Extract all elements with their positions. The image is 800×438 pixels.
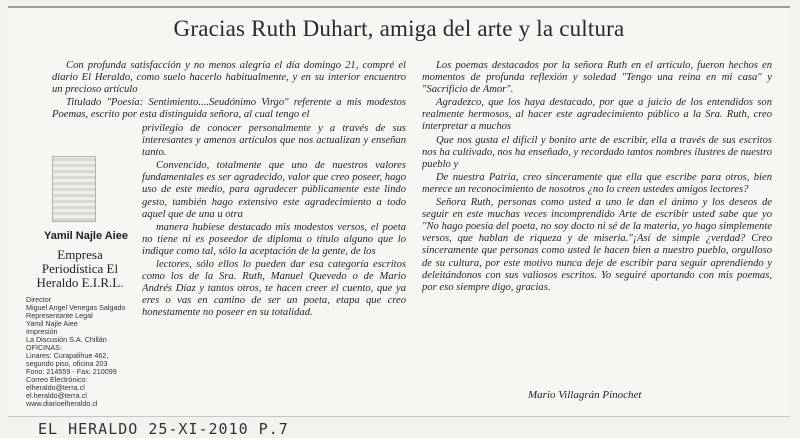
masthead-line: Director (26, 295, 52, 304)
masthead-line: La Discusión S.A. Chillán (26, 335, 107, 344)
logo-image (52, 156, 96, 222)
paragraph: Con profunda satisfacción y no menos alegría el día domingo 21, compré el diario El Heraldo, como suelo hacerlo habitualmente, y en su interior encuentro un precioso artículo (52, 60, 406, 96)
masthead-line: Impresión (26, 327, 58, 336)
masthead-line: Representante Legal (26, 311, 93, 320)
paragraph: Agradezco, que los haya destacado, por que a juicio de los entendidos son realmente hermosos, al hacer este agradecimiento público a la Sra. Ruth, creo interpretar a muchos (422, 97, 772, 133)
left-column-top (52, 60, 406, 122)
paragraph: Convencido, totalmente que uno de nuestros valores fundamentales es ser agradecido, valor que creo poseer, hago uso de este medio, para agradecer públicamente este lindo gesto, también hago extensivo este agradecimiento a todo aquel que de una u otra (142, 160, 406, 220)
masthead-line: segundo piso, oficina 203 (26, 359, 108, 368)
signature: Mario Villagrán Pinochet (528, 389, 642, 401)
handwritten-source-note: EL HERALDO 25-XI-2010 P.7 (38, 420, 289, 438)
masthead-line: Miguel Angel Venegas Salgado (26, 303, 126, 312)
masthead-line: Correo Electrónico: (26, 375, 88, 384)
paragraph: Señora Ruth, personas como usted a uno le dan el ánimo y los deseos de seguir en este muchas veces incomprendido Arte de escribir usted sabe que yo "No hago poesía del poeta, no soy docto ni sé de la materia, yo hago simplemente versos, que hablan de riqueza y de miseria."¡Así de simple ¿verdad? Creo sinceramente que personas como usted le hacen bien a nuestro pueblo, orgulloso de su cultura, por este motivo nunca deje de escribir para seguir aprendiendo y deleitándonos con sus valiosos escritos. Yo seguiré aportando con mis poemas, por eso siempre digo, gracias. (422, 197, 772, 293)
masthead-line: OFICINAS: (26, 343, 62, 352)
paragraph: Que nos gusta el difícil y bonito arte de escribir, ella a través de sus escritos nos ha cultivado, nos ha enseñado, y recordado tantos nombres ilustres de nuestro pueblo y (422, 134, 772, 170)
paragraph: manera hubiese destacado mis modestos versos, el poeta no tiene ni es poseedor de diploma o título alguno que lo indique como tal, sólo la aceptación de la gente, de los (142, 221, 406, 257)
masthead-line: elheraldo@terra.cl (26, 383, 85, 392)
article-title: Gracias Ruth Duhart, amiga del arte y la cultura (173, 16, 625, 41)
top-rule (8, 6, 790, 8)
masthead-box (26, 156, 134, 408)
publisher-name: Yamil Najle Aiee (44, 230, 128, 242)
masthead-line: Linares: Curapalihue 462, (26, 351, 109, 360)
newspaper-clipping (8, 6, 790, 417)
masthead-line: Fono: 214559 - Fax: 210099 (26, 367, 117, 376)
paragraph: De nuestra Patria, creo sinceramente que ella que escribe para otros, bien merece un reconocimiento de nosotros ¿no lo creen ustedes amigos lectores? (422, 171, 772, 195)
left-column-bottom (142, 123, 406, 403)
masthead-line: www.diarioelheraldo.cl (26, 399, 98, 408)
paragraph: Titulado "Poesía: Sentimiento....Seudónimo Virgo" referente a mis modestos Poemas, escrito por esta distinguida señora, al cual tengo el (52, 97, 406, 121)
paragraph: Los poemas destacados por la señora Ruth en el artículo, fueron hechos en momentos de profunda reflexión y soledad "Tengo una reina en mi casa" y "Sacrificio de Amor". (422, 60, 772, 96)
paragraph: lectores, sólo ellos lo pueden dar esa categoría escritos como los de la Sra. Ruth, Manuel Quevedo o de Mario Andrés Díaz y tantos otros, te hacen creer el cuento, que ya eres o vas en camino de ser un poeta, etapa que creo honestamente no poseer en su totalidad. (142, 259, 406, 319)
company-name: Empresa Periodística El Heraldo E.I.R.L. (36, 247, 124, 290)
masthead-line: Yamil Najle Aiee (26, 319, 78, 328)
paragraph: privilegio de conocer personalmente y a través de sus interesantes y amenos artículos que nos actualizan y enseñan tanto. (142, 123, 406, 159)
right-column (422, 60, 772, 390)
masthead-line: el.heraldo@terra.cl (26, 391, 87, 400)
